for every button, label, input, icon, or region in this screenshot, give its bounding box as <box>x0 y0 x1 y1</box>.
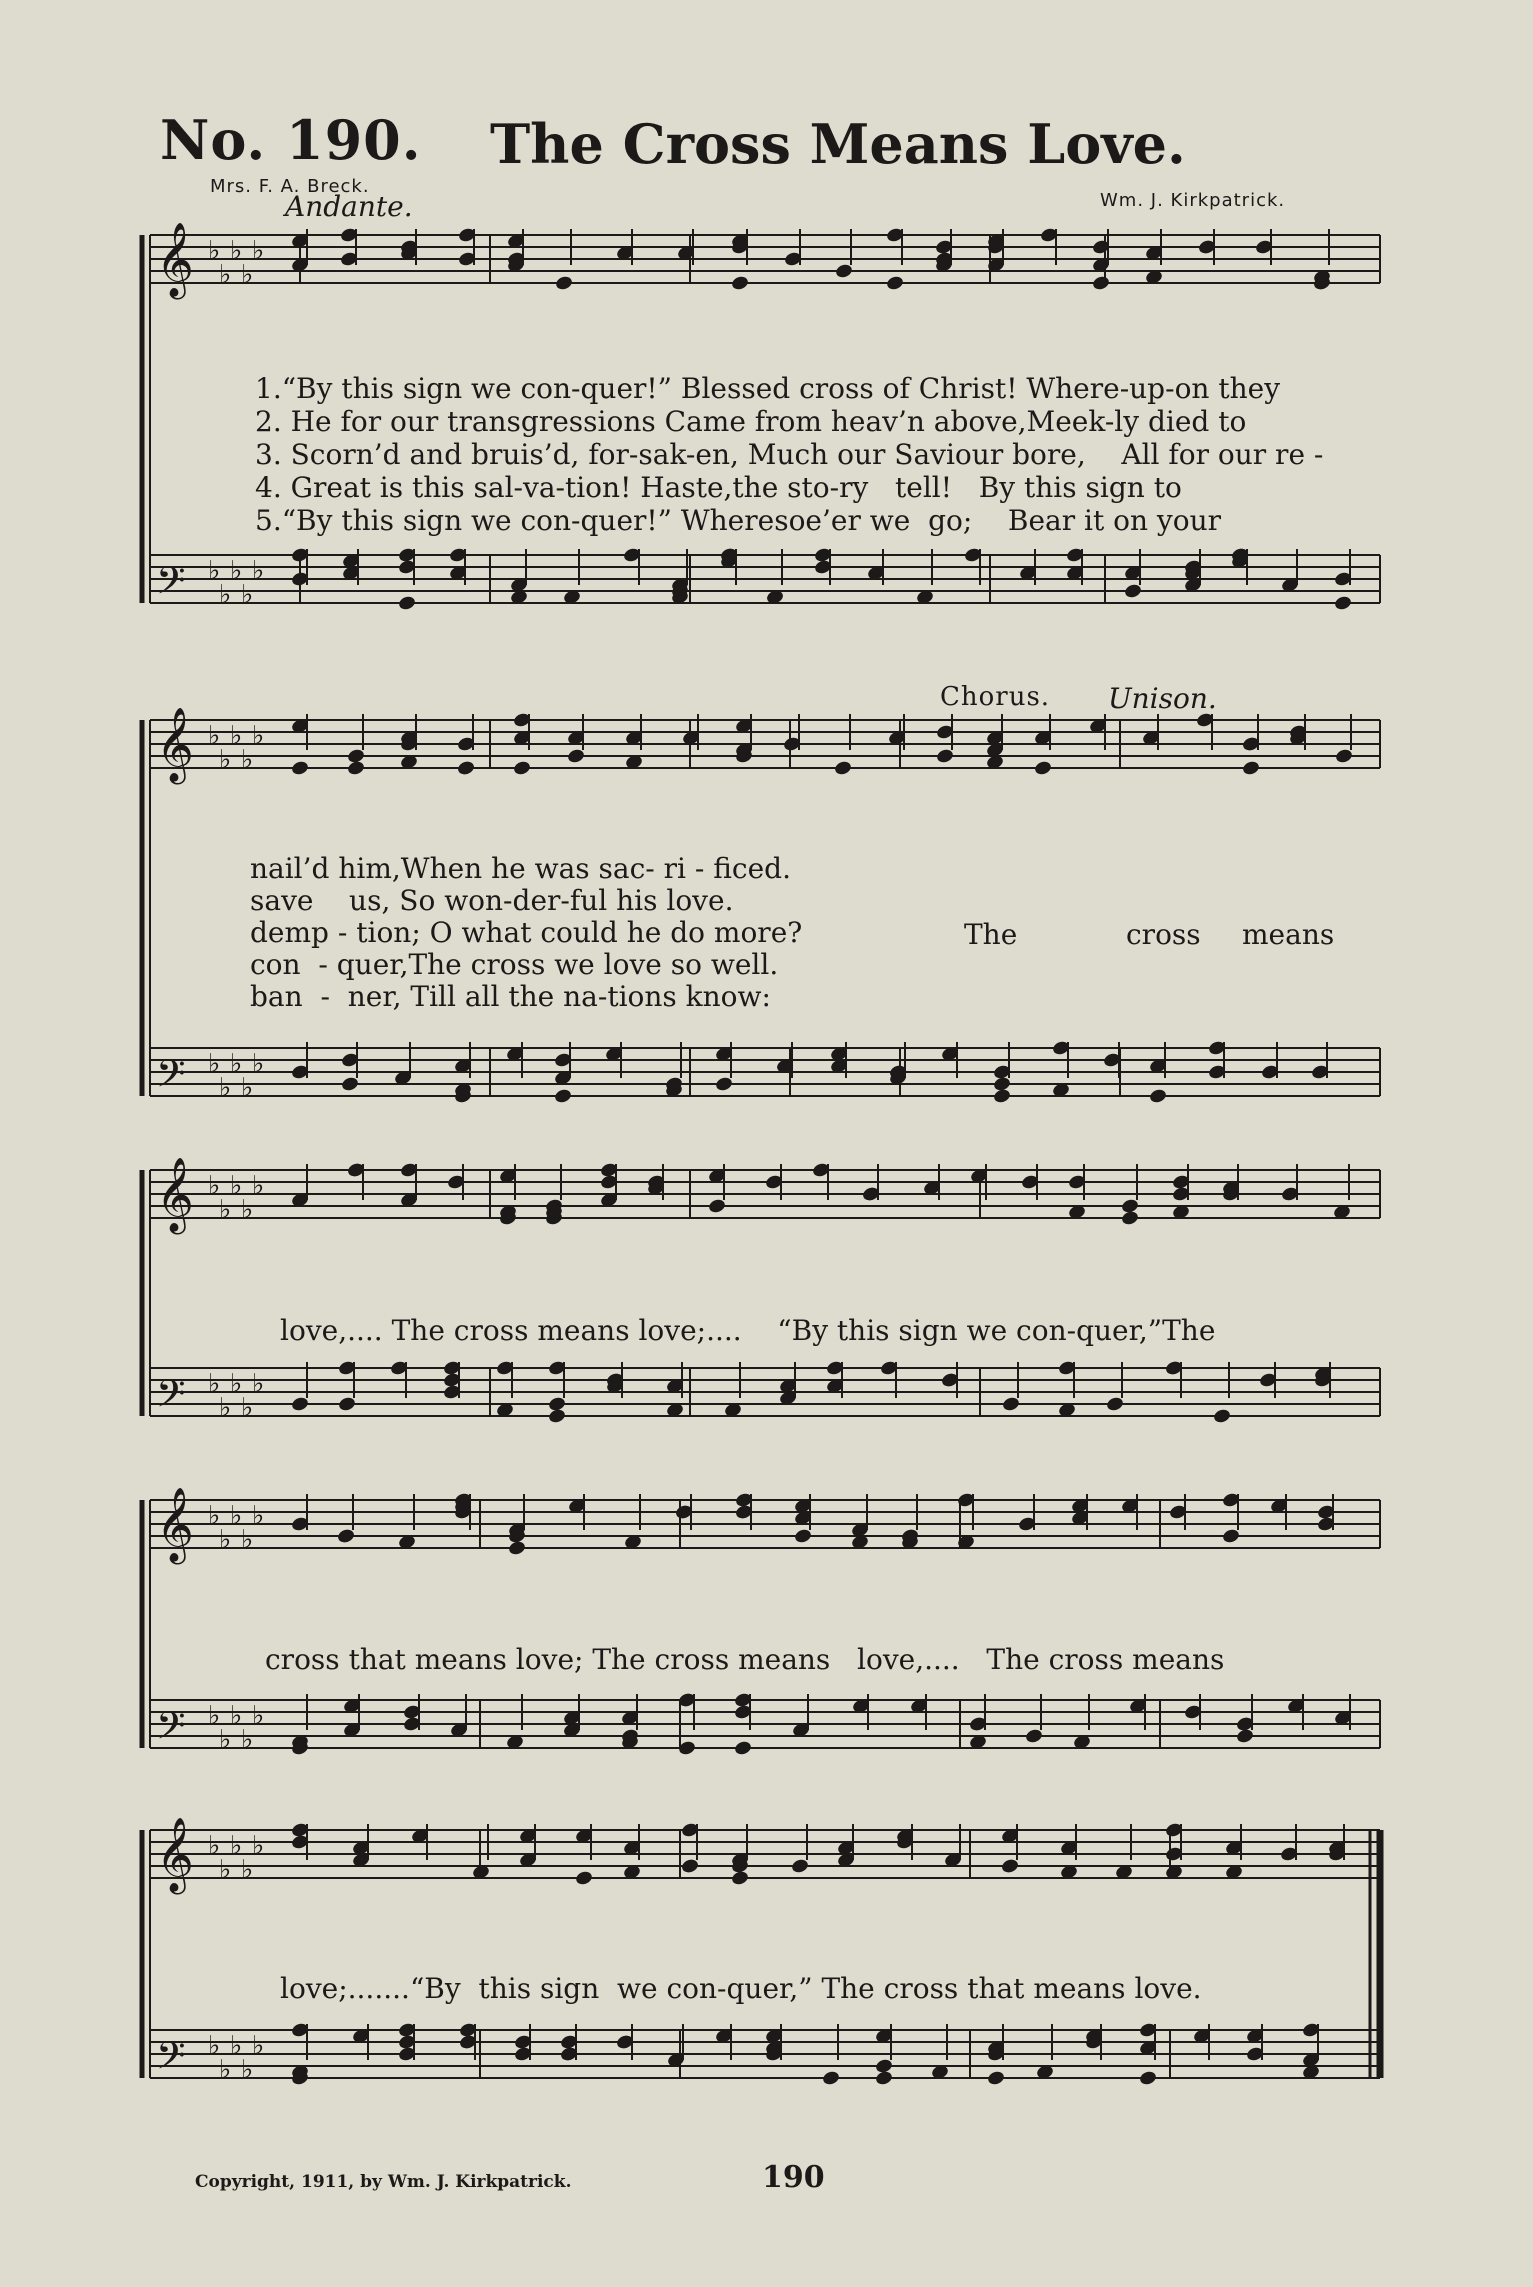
flat-sign-icon: ♭ <box>219 1073 232 1103</box>
note-head <box>986 2070 1005 2087</box>
note-head <box>547 1408 566 1425</box>
chorus-word-means: means <box>1242 918 1335 951</box>
flat-sign-icon: ♭ <box>208 2031 221 2061</box>
verse-2-line-2: save us, So won-der-ful his love. <box>250 884 734 917</box>
composer: Wm. J. Kirkpatrick. <box>1100 190 1286 211</box>
note-head <box>290 760 309 777</box>
flat-sign-icon: ♭ <box>252 1171 265 1201</box>
flat-sign-icon: ♭ <box>208 556 221 586</box>
flat-sign-icon: ♭ <box>252 1501 265 1531</box>
flat-sign-icon: ♭ <box>208 1501 221 1531</box>
chorus-lyric-line-3: cross that means love; The cross means love,.... The cross means <box>265 1643 1225 1676</box>
verse-3-line-1: 3. Scorn’d and bruis’d, for-sak-en, Much our Saviour bore, All for our re - <box>255 438 1324 471</box>
flat-sign-icon: ♭ <box>230 2031 243 2061</box>
note-head <box>512 760 531 777</box>
copyright-notice: Copyright, 1911, by Wm. J. Kirkpatrick. <box>195 2172 572 2192</box>
flat-sign-icon: ♭ <box>219 1525 232 1555</box>
flat-sign-icon: ♭ <box>219 1855 232 1885</box>
chorus-lyric-line-4: love;.......“By this sign we con-quer,” The cross that means love. <box>280 1972 1202 2005</box>
flat-sign-icon: ♭ <box>219 1393 232 1423</box>
flat-sign-icon: ♭ <box>252 1369 265 1399</box>
note-head <box>554 275 573 292</box>
note-head <box>1024 1728 1043 1745</box>
flat-sign-icon: ♭ <box>241 1195 254 1225</box>
note-head <box>935 748 954 765</box>
treble-clef-icon: 𝄞 <box>156 1818 194 1892</box>
bass-clef-icon: 𝄢 <box>156 558 186 612</box>
chorus-word-cross: cross <box>1126 918 1201 951</box>
flat-sign-icon: ♭ <box>252 236 265 266</box>
flat-sign-icon: ♭ <box>252 721 265 751</box>
note-head <box>1120 1198 1139 1215</box>
note-head <box>1105 1396 1124 1413</box>
note-head <box>574 1870 593 1887</box>
note-head <box>397 595 416 612</box>
flat-sign-icon: ♭ <box>208 1171 221 1201</box>
note-head <box>834 263 853 280</box>
flat-sign-icon: ♭ <box>241 1725 254 1755</box>
treble-clef-icon: 𝄞 <box>156 708 194 782</box>
flat-sign-icon: ♭ <box>230 556 243 586</box>
note-head <box>1221 1528 1240 1545</box>
note-head <box>1333 595 1352 612</box>
note-head <box>1033 760 1052 777</box>
note-head <box>340 1076 359 1093</box>
verse-1-line-2: nail’d him,When he was sac- ri - ficed. <box>250 852 792 885</box>
note-head <box>833 760 852 777</box>
bass-clef-icon: 𝄢 <box>156 2033 186 2087</box>
flat-sign-icon: ♭ <box>241 1855 254 1885</box>
verse-4-line-1: 4. Great is this sal-va-tion! Haste,the sto-ry tell! By this sign to <box>255 471 1182 504</box>
flat-sign-icon: ♭ <box>241 1525 254 1555</box>
flat-sign-icon: ♭ <box>219 2055 232 2085</box>
chorus-label: Chorus. <box>940 682 1051 712</box>
note-head <box>1334 748 1353 765</box>
flat-sign-icon: ♭ <box>230 1701 243 1731</box>
flat-sign-icon: ♭ <box>208 1701 221 1731</box>
verse-5-line-2: ban - ner, Till all the na-tions know: <box>250 980 771 1013</box>
flat-sign-icon: ♭ <box>208 236 221 266</box>
note-head <box>1001 1396 1020 1413</box>
flat-sign-icon: ♭ <box>241 1073 254 1103</box>
note-head <box>874 2058 893 2075</box>
note-head <box>1212 1408 1231 1425</box>
flat-sign-icon: ♭ <box>230 1831 243 1861</box>
flat-sign-icon: ♭ <box>230 1171 243 1201</box>
verse-4-line-2: con - quer,The cross we love so well. <box>250 948 779 981</box>
tempo-marking: Andante. <box>285 190 413 223</box>
note-head <box>793 1528 812 1545</box>
note-head <box>790 1858 809 1875</box>
flat-sign-icon: ♭ <box>208 1049 221 1079</box>
flat-sign-icon: ♭ <box>252 2031 265 2061</box>
verse-5-line-1: 5.“By this sign we con-quer!” Wheresoe’er we go; Bear it on your <box>255 504 1222 537</box>
note-head <box>733 1740 752 1757</box>
note-head <box>337 1396 356 1413</box>
page-number: 190 <box>762 2160 825 2195</box>
bass-clef-icon: 𝄢 <box>156 1703 186 1757</box>
note-head <box>885 275 904 292</box>
chorus-lyric-line-2: love,.... The cross means love;.... “By this sign we con-quer,”The <box>280 1314 1216 1347</box>
note-head <box>1123 583 1142 600</box>
treble-clef-icon: 𝄞 <box>156 1158 194 1232</box>
bass-clef-icon: 𝄢 <box>156 1371 186 1425</box>
bass-clef-icon: 𝄢 <box>156 1051 186 1105</box>
note-head <box>290 1396 309 1413</box>
note-head <box>566 748 585 765</box>
flat-sign-icon: ♭ <box>241 1393 254 1423</box>
note-head <box>1138 2070 1157 2087</box>
note-head <box>992 1088 1011 1105</box>
lyricist: Mrs. F. A. Breck. <box>210 176 370 197</box>
treble-clef-icon: 𝄞 <box>156 1488 194 1562</box>
flat-sign-icon: ♭ <box>230 1501 243 1531</box>
note-head <box>680 1858 699 1875</box>
verse-2-line-1: 2. He for our transgressions Came from heav’n above,Meek-ly died to <box>255 405 1247 438</box>
hymn-number: No. 190. <box>160 108 422 172</box>
note-head <box>1000 1858 1019 1875</box>
flat-sign-icon: ♭ <box>230 1369 243 1399</box>
flat-sign-icon: ♭ <box>252 1831 265 1861</box>
flat-sign-icon: ♭ <box>252 1701 265 1731</box>
note-head <box>456 760 475 777</box>
note-head <box>714 1076 733 1093</box>
flat-sign-icon: ♭ <box>208 721 221 751</box>
treble-clef-icon: 𝄞 <box>156 223 194 297</box>
note-head <box>821 2070 840 2087</box>
flat-sign-icon: ♭ <box>219 1725 232 1755</box>
flat-sign-icon: ♭ <box>241 2055 254 2085</box>
note-head <box>1235 1728 1254 1745</box>
note-head <box>730 275 749 292</box>
flat-sign-icon: ♭ <box>219 745 232 775</box>
verse-3-line-2: demp - tion; O what could he do more? <box>250 916 803 949</box>
flat-sign-icon: ♭ <box>230 1049 243 1079</box>
note-head <box>1241 760 1260 777</box>
note-head <box>507 1540 526 1557</box>
flat-sign-icon: ♭ <box>208 1831 221 1861</box>
flat-sign-icon: ♭ <box>241 260 254 290</box>
flat-sign-icon: ♭ <box>252 556 265 586</box>
verse-1-line-1: 1.“By this sign we con-quer!” Blessed cross of Christ! Where-up-on they <box>255 372 1281 405</box>
flat-sign-icon: ♭ <box>208 1369 221 1399</box>
unison-label: Unison. <box>1108 682 1217 715</box>
note-head <box>1148 1088 1167 1105</box>
note-head <box>336 1528 355 1545</box>
chorus-word-the: The <box>964 918 1018 951</box>
note-head <box>707 1198 726 1215</box>
note-head <box>553 1088 572 1105</box>
note-head <box>346 748 365 765</box>
flat-sign-icon: ♭ <box>219 580 232 610</box>
flat-sign-icon: ♭ <box>230 721 243 751</box>
flat-sign-icon: ♭ <box>219 260 232 290</box>
note-head <box>1091 275 1110 292</box>
flat-sign-icon: ♭ <box>219 1195 232 1225</box>
flat-sign-icon: ♭ <box>230 236 243 266</box>
flat-sign-icon: ♭ <box>241 745 254 775</box>
flat-sign-icon: ♭ <box>241 580 254 610</box>
hymn-title: The Cross Means Love. <box>490 112 1186 176</box>
flat-sign-icon: ♭ <box>252 1049 265 1079</box>
